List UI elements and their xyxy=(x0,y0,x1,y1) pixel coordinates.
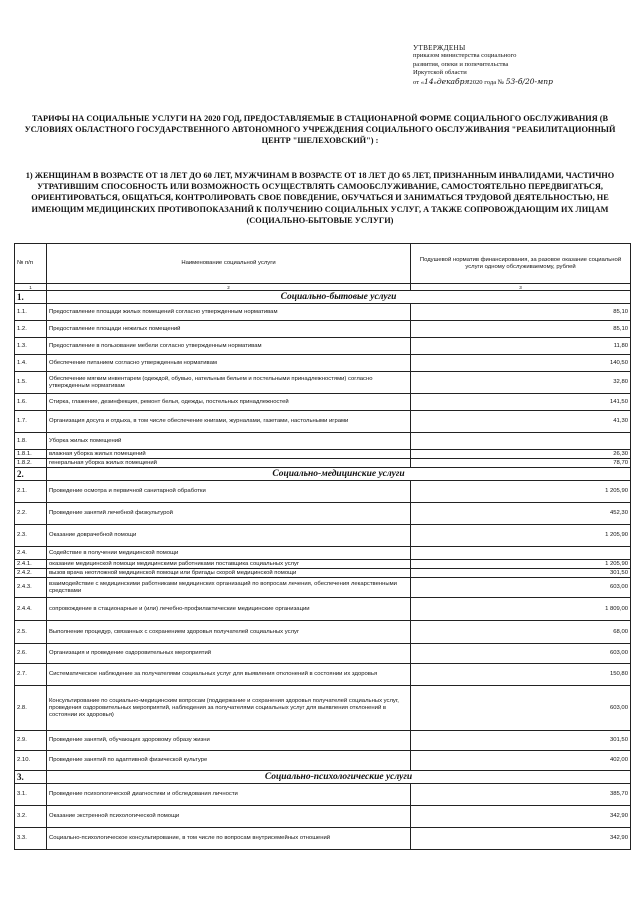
row-name: Обеспечение питанием согласно утвержденным нормативам xyxy=(47,355,411,372)
table-row xyxy=(15,784,631,806)
row-value: 603,00 xyxy=(411,644,631,664)
section-num: 1. xyxy=(15,291,47,304)
row-num: 1.8.1. xyxy=(15,450,47,459)
document-subtitle: 1) ЖЕНЩИНАМ В ВОЗРАСТЕ ОТ 18 ЛЕТ ДО 60 ЛЕТ, МУЖЧИНАМ В ВОЗРАСТЕ ОТ 18 ЛЕТ ДО 65 ЛЕТ, ПРИЗНАННЫМ ИНВАЛИДАМИ, ЧАСТИЧНО УТРАТИВШИМ СПОСОБНОСТЬ ИЛИ ВОЗМОЖНОСТЬ ОСУЩЕСТВЛЯТЬ САМООБСЛУЖИВАНИЕ, САМОСТОЯТЕЛЬНО ПЕРЕДВИГАТЬСЯ, ОРИЕНТИРОВАТЬСЯ, ОБЩАТЬСЯ, КОНТРОЛИРОВАТЬ СВОЕ ПОВЕДЕНИЕ, ОБУЧАТЬСЯ И ЗАНИМАТЬСЯ ТРУДОВОЙ ДЕЯТЕЛЬНОСТЬЮ, НЕ ИМЕЮЩИМ МЕДИЦИНСКИХ ПРОТИВОПОКАЗАНИЙ К ПОЛУЧЕНИЮ СОЦИАЛЬНЫХ УСЛУГ, А ТАКЖЕ СОПРОВОЖДАЮЩИМ ИХ ЛИЦАМ (СОЦИАЛЬНО-БЫТОВЫЕ УСЛУГИ) xyxy=(25,171,615,225)
row-name: Оказание доврачебной помощи xyxy=(47,525,411,547)
row-num: 2.2. xyxy=(15,503,47,525)
row-value: 85,10 xyxy=(411,304,631,321)
row-num: 2.8. xyxy=(15,686,47,731)
row-name: Консультирование по социально-медицинским вопросам (поддержание и сохранения здоровья получателей социальных услуг, проведения оздоровительных мероприятий, наблюдения за получателями социальных услуг для выявления отклонений в состоянии их здоровья) xyxy=(47,686,411,731)
row-num: 1.8.2. xyxy=(15,459,47,468)
row-num: 2.1. xyxy=(15,481,47,503)
table-row xyxy=(15,686,631,731)
section-name: Социально-медицинские услуги xyxy=(47,468,631,481)
row-num: 2.4.1. xyxy=(15,560,47,569)
row-value: 402,00 xyxy=(411,751,631,771)
row-num: 1.4. xyxy=(15,355,47,372)
row-num: 1.1. xyxy=(15,304,47,321)
date-year: 2020 года № xyxy=(469,78,505,86)
row-value: 342,90 xyxy=(411,806,631,828)
row-num: 1.5. xyxy=(15,372,47,394)
row-name: Выполнение процедур, связанных с сохранением здоровья получателей социальных услуг xyxy=(47,621,411,644)
row-value: 140,50 xyxy=(411,355,631,372)
row-num: 1.3. xyxy=(15,338,47,355)
row-num: 2.7. xyxy=(15,664,47,686)
row-name: оказание медицинской помощи медицинскими работниками поставщика социальных услуг xyxy=(47,560,411,569)
header-num: № п/п xyxy=(15,244,47,284)
column-number-row xyxy=(15,284,631,291)
row-value: 26,30 xyxy=(411,450,631,459)
row-num: 2.5. xyxy=(15,621,47,644)
row-name: Уборка жилых помещений xyxy=(47,433,411,450)
row-value: 1 205,90 xyxy=(411,525,631,547)
table-row xyxy=(15,731,631,751)
table-row xyxy=(15,503,631,525)
row-name: Систематическое наблюдение за получателями социальных услуг для выявления отклонений в состоянии их здоровья xyxy=(47,664,411,686)
row-name: Предоставление площади нежилых помещений xyxy=(47,321,411,338)
table-row xyxy=(15,621,631,644)
row-value: 342,90 xyxy=(411,828,631,850)
header-value: Подушевой норматив финансирования, за разовое оказание социальной услуги одному обслуживаемому, рублей xyxy=(411,244,631,284)
row-num: 2.4.3. xyxy=(15,578,47,598)
row-num: 3.1. xyxy=(15,784,47,806)
row-name: Содействие в получении медицинской помощи xyxy=(47,547,411,560)
date-mid: » xyxy=(433,78,437,86)
row-name: Проведение психологической диагностики и обследования личности xyxy=(47,784,411,806)
row-num: 2.3. xyxy=(15,525,47,547)
row-value: 150,80 xyxy=(411,664,631,686)
approval-heading: УТВЕРЖДЕНЫ xyxy=(413,44,466,52)
table-row xyxy=(15,394,631,411)
table-row xyxy=(15,481,631,503)
row-num: 1.7. xyxy=(15,411,47,433)
row-num: 2.4.2. xyxy=(15,569,47,578)
section-row xyxy=(15,771,631,784)
row-value: 141,50 xyxy=(411,394,631,411)
table-row xyxy=(15,433,631,450)
row-value: 68,00 xyxy=(411,621,631,644)
row-num: 1.6. xyxy=(15,394,47,411)
table-row xyxy=(15,355,631,372)
row-value: 41,30 xyxy=(411,411,631,433)
table-row xyxy=(15,664,631,686)
row-name: Проведение занятий по адаптивной физической культуре xyxy=(47,751,411,771)
row-num: 2.4.4. xyxy=(15,598,47,621)
section-num: 2. xyxy=(15,468,47,481)
section-name: Социально-бытовые услуги xyxy=(47,291,631,304)
row-name: генеральная уборка жилых помещений xyxy=(47,459,411,468)
colnum: 2 xyxy=(47,284,411,291)
section-row xyxy=(15,291,631,304)
row-value: 452,30 xyxy=(411,503,631,525)
table-header-row xyxy=(15,244,631,284)
approval-line: приказом министерства социального xyxy=(413,52,517,60)
row-value xyxy=(411,547,631,560)
row-num: 2.4. xyxy=(15,547,47,560)
approval-line: развития, опеки и попечительства xyxy=(413,60,509,68)
row-name: Проведение осмотра и первичной санитарной обработки xyxy=(47,481,411,503)
table-row xyxy=(15,598,631,621)
row-name: Обеспечение мягким инвентарем (одеждой, обувью, нательным бельем и постельными принадлежностями) согласно утвержденным нормативам xyxy=(47,372,411,394)
table-row xyxy=(15,304,631,321)
row-value: 1 205,90 xyxy=(411,560,631,569)
row-num: 1.8. xyxy=(15,433,47,450)
table-row xyxy=(15,525,631,547)
table-row xyxy=(15,751,631,771)
row-name: Социально-психологическое консультирование, в том числе по вопросам внутрисемейных отношений xyxy=(47,828,411,850)
row-name: Организация и проведение оздоровительных мероприятий xyxy=(47,644,411,664)
row-num: 1.2. xyxy=(15,321,47,338)
order-number: 53-б/20-мпр xyxy=(505,76,553,86)
row-value: 301,50 xyxy=(411,731,631,751)
row-name: Предоставление площади жилых помещений согласно утвержденным нормативам xyxy=(47,304,411,321)
section-name: Социально-психологические услуги xyxy=(47,771,631,784)
row-name: вызов врача неотложной медицинской помощи или бригады скорой медицинской помощи xyxy=(47,569,411,578)
row-num: 3.2. xyxy=(15,806,47,828)
row-value: 11,80 xyxy=(411,338,631,355)
table-row xyxy=(15,372,631,394)
row-value: 603,00 xyxy=(411,686,631,731)
table-row xyxy=(15,411,631,433)
row-name: влажная уборка жилых помещений xyxy=(47,450,411,459)
tariff-table-body xyxy=(15,244,631,850)
table-row xyxy=(15,338,631,355)
table-row xyxy=(15,547,631,560)
row-value: 1 205,90 xyxy=(411,481,631,503)
row-num: 2.10. xyxy=(15,751,47,771)
colnum: 3 xyxy=(411,284,631,291)
row-value: 385,70 xyxy=(411,784,631,806)
row-name: Проведение занятий лечебной физкультурой xyxy=(47,503,411,525)
row-name: Проведение занятий, обучающих здоровому образу жизни xyxy=(47,731,411,751)
approval-stamp xyxy=(413,44,628,87)
table-row xyxy=(15,560,631,569)
row-value: 85,10 xyxy=(411,321,631,338)
table-row xyxy=(15,806,631,828)
table-row xyxy=(15,569,631,578)
row-num: 3.3. xyxy=(15,828,47,850)
date-prefix: от « xyxy=(413,78,425,86)
tariff-table xyxy=(14,243,631,850)
table-row xyxy=(15,828,631,850)
row-name: Предоставление в пользование мебели согласно утвержденным нормативам xyxy=(47,338,411,355)
table-row xyxy=(15,450,631,459)
row-name: Оказание экстренной психологической помощи xyxy=(47,806,411,828)
row-value xyxy=(411,433,631,450)
table-row xyxy=(15,459,631,468)
header-name: Наименование социальной услуги xyxy=(47,244,411,284)
row-name: взаимодействие с медицинскими работниками медицинских организаций по вопросам лечения, обеспечения лекарственными средствами xyxy=(47,578,411,598)
date-day: 14 xyxy=(424,76,434,86)
row-num: 2.6. xyxy=(15,644,47,664)
row-value: 78,70 xyxy=(411,459,631,468)
document-title: ТАРИФЫ НА СОЦИАЛЬНЫЕ УСЛУГИ НА 2020 ГОД, ПРЕДОСТАВЛЯЕМЫЕ В СТАЦИОНАРНОЙ ФОРМЕ СОЦИАЛЬНОГО ОБСЛУЖИВАНИЯ (В УСЛОВИЯХ ОБЛАСТНОГО ГОСУДАРСТВЕННОГО АВТОНОМНОГО УЧРЕЖДЕНИЯ СОЦИАЛЬНОГО ОБСЛУЖИВАНИЯ "РЕАБИЛИТАЦИОННЫЙ ЦЕНТР "ШЕЛЕХОВСКИЙ") : xyxy=(24,114,616,146)
row-value: 1 809,00 xyxy=(411,598,631,621)
row-value: 32,80 xyxy=(411,372,631,394)
row-name: Организация досуга и отдыха, в том числе обеспечение книгами, журналами, газетами, настольными играми xyxy=(47,411,411,433)
section-row xyxy=(15,468,631,481)
row-name: Стирка, глажение, дезинфекция, ремонт белья, одежды, постельных принадлежностей xyxy=(47,394,411,411)
row-name: сопровождение в стационарные и (или) лечебно-профилактические медицинские организации xyxy=(47,598,411,621)
colnum: 1 xyxy=(15,284,47,291)
table-row xyxy=(15,321,631,338)
row-value: 603,00 xyxy=(411,578,631,598)
table-row xyxy=(15,578,631,598)
section-num: 3. xyxy=(15,771,47,784)
row-value: 301,50 xyxy=(411,569,631,578)
row-num: 2.9. xyxy=(15,731,47,751)
approval-line: Иркутской области xyxy=(413,69,467,77)
table-row xyxy=(15,644,631,664)
date-month: декабря xyxy=(436,76,470,86)
approval-date-line xyxy=(413,78,628,87)
